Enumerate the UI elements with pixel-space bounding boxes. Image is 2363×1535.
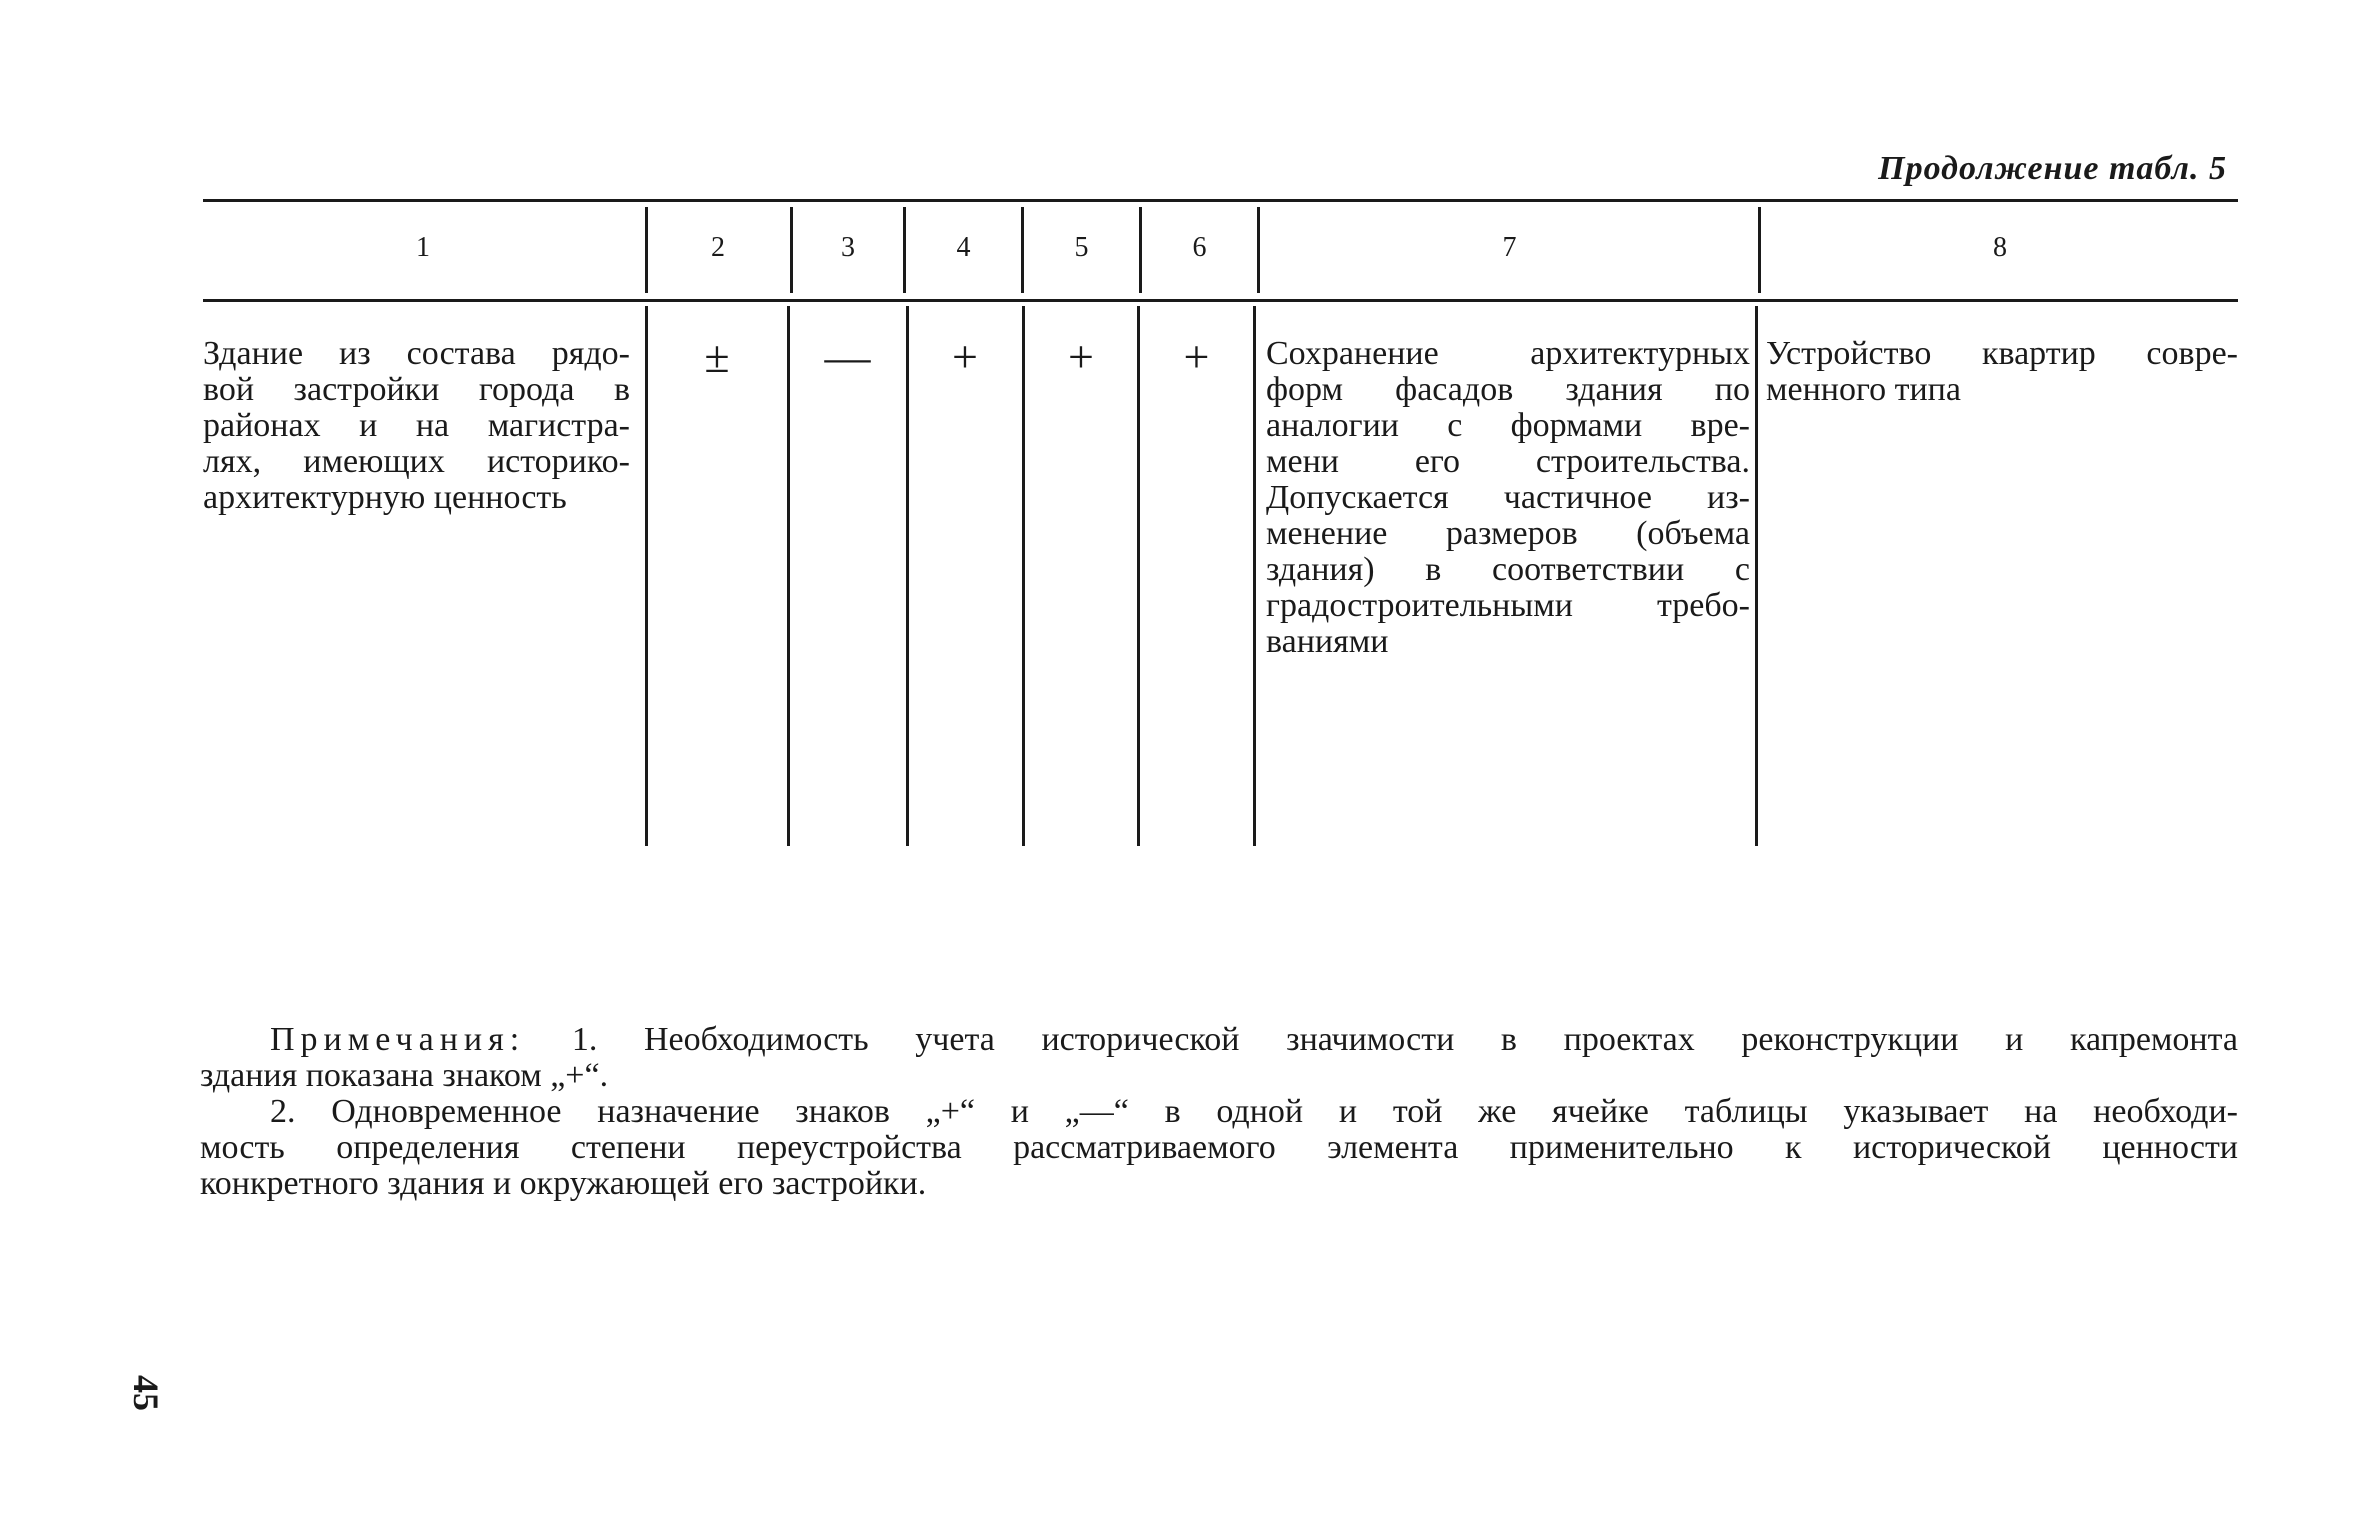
col7-line: градостроительными требо-	[1266, 587, 1750, 624]
col7-line: Сохранение архитектурных	[1266, 335, 1750, 372]
mark-col-6: +	[1183, 331, 1210, 382]
col7-text	[1266, 336, 1750, 660]
notes-label: Примечания:	[270, 1021, 526, 1058]
col7-line: менение размеров (объема	[1266, 515, 1750, 552]
table-top-rule	[203, 199, 2238, 202]
col7-line: здания) в соответствии с	[1266, 551, 1750, 588]
col8-line: Устройство квартир совре-	[1766, 335, 2238, 372]
header-separator	[1139, 207, 1142, 293]
row-description-line: архитектурную ценность	[203, 479, 567, 516]
mark-col-3: —	[824, 331, 871, 382]
body-separator	[645, 306, 648, 846]
body-separator	[787, 306, 790, 846]
col7-line: ваниями	[1266, 623, 1389, 660]
body-separator	[1755, 306, 1758, 846]
body-separator	[1022, 306, 1025, 846]
notes-line1-text: 1. Необходимость учета исторической значимости в проектах реконструкции и капремонта	[571, 1021, 2238, 1058]
table-header-rule	[203, 299, 2238, 302]
mark-col-5: +	[1068, 331, 1094, 382]
page-number: 45	[126, 1375, 166, 1411]
mark-col-4: +	[952, 331, 978, 382]
body-separator	[906, 306, 909, 846]
notes-line: 2. Одновременное назначение знаков „+“ и „—“ в одной и той же ячейке таблицы указывает на необходи-	[270, 1093, 2238, 1130]
col8-text	[1766, 336, 2238, 408]
row-description-line: лях, имеющих историко-	[203, 443, 630, 480]
row-description-line: районах и на магистра-	[203, 407, 630, 444]
col7-line: мени его строительства.	[1266, 443, 1750, 480]
notes-line: здания показана знаком „+“.	[200, 1057, 609, 1094]
row-description-line: вой застройки города в	[203, 371, 630, 408]
row-description	[203, 336, 630, 516]
notes	[200, 1022, 2238, 1202]
header-col-7: 7	[1502, 232, 1517, 263]
header-col-6: 6	[1192, 232, 1207, 263]
col7-line: Допускается частичное из-	[1266, 479, 1750, 516]
col7-line: аналогии с формами вре-	[1266, 407, 1750, 444]
header-separator	[645, 207, 648, 293]
col8-line: менного типа	[1766, 371, 1961, 408]
body-separator	[1253, 306, 1256, 846]
header-separator	[1021, 207, 1024, 293]
header-separator	[790, 207, 793, 293]
mark-col-2: ±	[704, 331, 730, 382]
header-col-4: 4	[956, 232, 971, 263]
header-separator	[903, 207, 906, 293]
header-col-8: 8	[1993, 232, 2007, 263]
table-caption: Продолжение табл. 5	[1878, 150, 2227, 187]
notes-line	[200, 1022, 2238, 1058]
header-col-1: 1	[416, 232, 430, 263]
row-description-line: Здание из состава рядо-	[203, 335, 630, 372]
body-separator	[1137, 306, 1140, 846]
col7-line: форм фасадов здания по	[1266, 371, 1750, 408]
header-col-2: 2	[711, 232, 725, 263]
header-col-5: 5	[1074, 232, 1089, 263]
header-separator	[1257, 207, 1260, 293]
notes-line: мость определения степени переустройства рассматриваемого элемента применительно к исторической ценности	[200, 1129, 2238, 1166]
header-separator	[1758, 207, 1761, 293]
notes-line: конкретного здания и окружающей его застройки.	[200, 1165, 927, 1202]
header-col-3: 3	[841, 232, 855, 263]
